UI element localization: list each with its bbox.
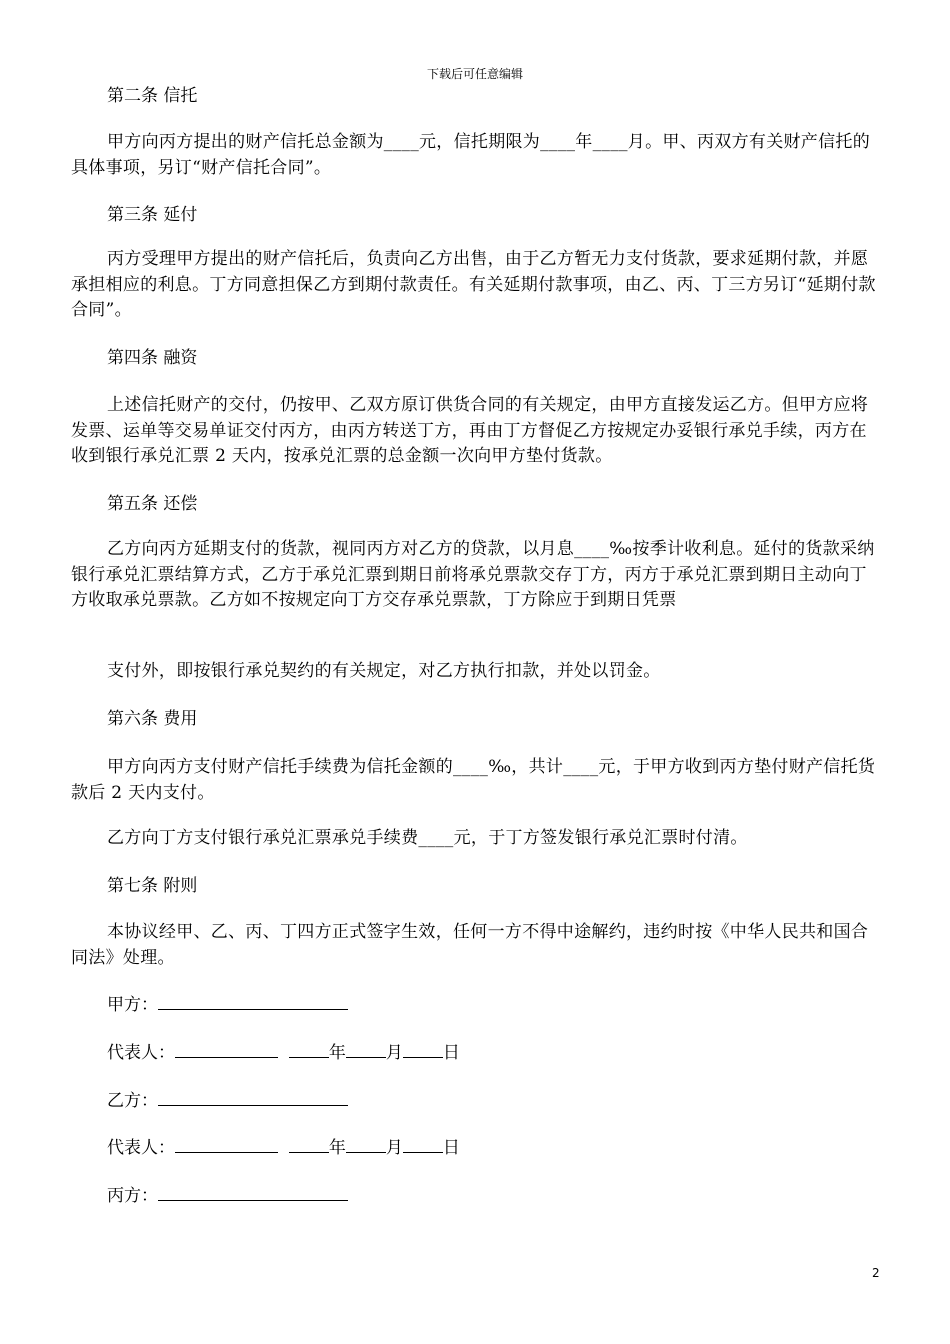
party-c-blank[interactable] (158, 1186, 348, 1201)
party-b-signature (107, 1089, 348, 1113)
year-label: 年 (328, 1043, 346, 1063)
section-3-paragraph: 丙方受理甲方提出的财产信托后，负责向乙方出售，由于乙方暂无力支付货款，要求延期付款，并愿承担相应的利息。丁方同意担保乙方到期付款责任。有关延期付款事项，由乙、丙、丁三方另订“延期付款合同”。 (71, 249, 876, 320)
section-3-title: 第三条 延付 (107, 205, 198, 225)
page-header: 下载后可任意编辑 (426, 67, 523, 81)
representative-a-signature (107, 1041, 460, 1065)
representative-blank[interactable] (175, 1043, 278, 1058)
section-4-title: 第四条 融资 (107, 348, 198, 368)
party-a-label: 甲方： (107, 995, 158, 1015)
month-label: 月 (385, 1043, 403, 1063)
party-c-label: 丙方： (107, 1186, 158, 1206)
party-c-signature (107, 1184, 348, 1208)
representative-label: 代表人： (107, 1138, 175, 1158)
section-5-paragraph-continued: 支付外，即按银行承兑契约的有关规定，对乙方执行扣款，并处以罚金。 (107, 661, 661, 681)
day-blank[interactable] (403, 1043, 443, 1058)
party-a-signature (107, 993, 348, 1017)
party-b-blank[interactable] (158, 1091, 348, 1106)
representative-blank[interactable] (175, 1138, 278, 1153)
section-7-paragraph: 本协议经甲、乙、丙、丁四方正式签字生效，任何一方不得中途解约，违约时按《中华人民共和国合同法》处理。 (71, 922, 869, 968)
day-label: 日 (442, 1043, 460, 1063)
section-4-paragraph: 上述信托财产的交付，仍按甲、乙双方原订供货合同的有关规定，由甲方直接发运乙方。但甲方应将发票、运单等交易单证交付丙方，由丙方转送丁方，再由丁方督促乙方按规定办妥银行承兑手续，丙方在收到银行承兑汇票 2 天内，按承兑汇票的总金额一次向甲方垫付货款。 (71, 395, 869, 466)
section-7-title: 第七条 附则 (107, 876, 198, 896)
party-b-label: 乙方： (107, 1091, 158, 1111)
section-5-paragraph: 乙方向丙方延期支付的货款，视同丙方对乙方的贷款，以月息____‰按季计收利息。延付的货款采纳银行承兑汇票结算方式，乙方于承兑汇票到期日前将承兑票款交存丁方，丙方于承兑汇票到期日主动向丁方收取承兑票款。乙方如不按规定向丁方交存承兑票款，丁方除应于到期日凭票 (71, 539, 875, 610)
representative-b-signature (107, 1136, 460, 1160)
year-label: 年 (328, 1138, 346, 1158)
month-blank[interactable] (346, 1043, 386, 1058)
year-blank[interactable] (289, 1138, 329, 1153)
section-6-paragraph: 甲方向丙方支付财产信托手续费为信托金额的____‰，共计____元，于甲方收到丙方垫付财产信托货款后 2 天内支付。 (71, 757, 876, 803)
section-6-title: 第六条 费用 (107, 709, 198, 729)
month-blank[interactable] (346, 1138, 386, 1153)
party-a-blank[interactable] (158, 995, 348, 1010)
section-6-paragraph-2: 乙方向丁方支付银行承兑汇票承兑手续费____元，于丁方签发银行承兑汇票时付清。 (107, 828, 748, 848)
page-number: 2 (872, 1266, 880, 1280)
section-5-title: 第五条 还偿 (107, 494, 198, 514)
year-blank[interactable] (289, 1043, 329, 1058)
section-2-title: 第二条 信托 (107, 86, 198, 106)
representative-label: 代表人： (107, 1043, 175, 1063)
section-2-paragraph: 甲方向丙方提出的财产信托总金额为____元，信托期限为____年____月。甲、丙双方有关财产信托的具体事项，另订“财产信托合同”。 (71, 132, 870, 178)
month-label: 月 (385, 1138, 403, 1158)
day-label: 日 (442, 1138, 460, 1158)
day-blank[interactable] (403, 1138, 443, 1153)
